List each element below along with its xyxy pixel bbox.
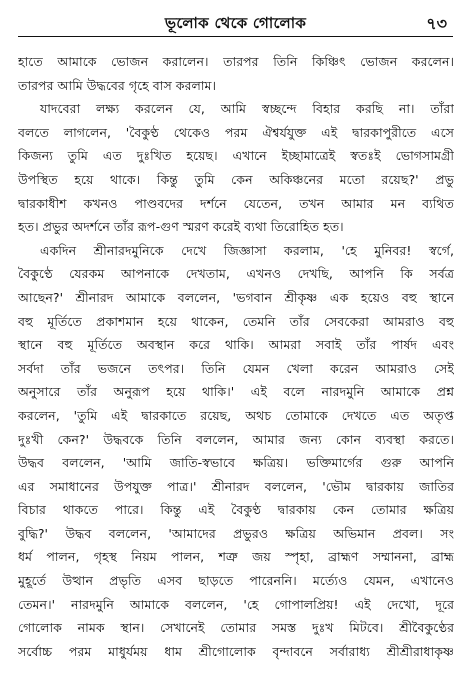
text-line: মুহূর্তে উত্থান প্রভৃতি এসব ছাড়তে পারেননি। মর্ত্যেও যেমন, এখানেও [18, 573, 454, 589]
text-line: স্থানে বহু মূর্তিতে অবস্থান করে থাকি। আমরা সবাই তাঁর পার্ষদ এবং [18, 337, 454, 353]
text-line: হত। প্রভুর অদর্শনে তাঁর রূপ-গুণ স্মরণ করেই ব্যথা তিরোহিত হত। [18, 219, 344, 235]
text-line: দ্বারকাধীশ কখনও পাণ্ডবদের দর্শনে যেতেন, তখন আমার মন ব্যথিত [18, 195, 454, 211]
page-number: ৭৩ [426, 14, 447, 33]
text-line: আছেন?' শ্রীনারদ আমাকে বললেন, 'ভগবান শ্রীকৃষ্ণ এক হয়েও বহু স্থানে [18, 289, 454, 305]
text-line: একদিন শ্রীনারদমুনিকে দেখে জিজ্ঞাসা করলাম, 'হে মুনিবর! স্বর্গে, [40, 242, 454, 258]
text-line: বলতে লাগলেন, 'বৈকুণ্ঠ থেকেও পরম ঐশ্বর্যযুক্ত এই দ্বারকাপুরীতে এসে [18, 124, 454, 140]
body-text [18, 50, 454, 663]
text-line: দুঃখী কেন?' উদ্ধবকে তিনি বললেন, আমার জন্য কোন ব্যবস্থা করতে। [18, 431, 454, 447]
text-line: সর্বদা তাঁর ভজনে তৎপর। তিনি যেমন খেলা করেন আমরাও সেই [18, 360, 454, 376]
text-line: ধর্ম পালন, গৃহস্থ নিয়ম পালন, শত্রু জয় স্পৃহা, ব্রাহ্মণ সম্মাননা, ব্রাহ্ম [18, 549, 454, 565]
text-line: বিচার থাকতে পারে। কিন্তু এই বৈকুণ্ঠ দ্বারকায় কেন তোমার ক্ষত্রিয় [18, 502, 454, 518]
text-line: এর সমাধানের উপযুক্ত পাত্র।' শ্রীনারদ বললেন, 'ভৌম দ্বারকায় জাতির [18, 478, 454, 494]
text-line: বহু মূর্তিতে প্রকাশমান হয়ে থাকেন, তেমনি তাঁর সেবকেরা আমরাও বহু [18, 313, 454, 329]
text-line: হাতে আমাকে ভোজন করালেন। তারপর তিনি কিঞ্চিৎ ভোজন করলেন। [18, 54, 454, 69]
text-line: অনুসারে তাঁর অনুরূপ হয়ে থাকি।' এই বলে নারদমুনি আমাকে প্রশ্ন [18, 384, 454, 400]
text-line: তারপর আমি উদ্ধবের গৃহে বাস করলাম। [18, 77, 217, 93]
text-line: উদ্ধব বললেন, 'আমি জাতি-স্বভাবে ক্ষত্রিয়। ভক্তিমার্গের গুরু আপনি [18, 455, 454, 471]
text-line: বুদ্ধি?' উদ্ধব বললেন, 'আমাদের প্রভুরও ক্ষত্রিয় অভিমান প্রবল। সং [18, 525, 454, 541]
text-line: করলেন, 'তুমি এই দ্বারকাতে রয়েছ, অথচ তোমাকে দেখতে এত অতৃপ্ত [18, 407, 454, 423]
running-title: ভূলোক থেকে গোলোক [164, 14, 307, 32]
text-line: তেমন।' নারদমুনি আমাকে বললেন, 'হে গোপালপ্রিয়! এই দেখো, দূরে [18, 596, 454, 612]
text-line: যাদবেরা লক্ষ্য করলেন যে, আমি স্বচ্ছন্দে বিহার করছি না। তাঁরা [40, 101, 454, 117]
page-header [18, 10, 453, 37]
text-line: কিজন্য তুমি এত দুঃখিত হয়েছ। এখানে ইচ্ছামাত্রেই স্বতঃই ভোগসামগ্রী [18, 148, 454, 164]
text-line: বৈকুণ্ঠে যেরকম আপনাকে দেখতাম, এখনও দেখছি, আপনি কি সর্বত্র [18, 266, 454, 282]
text-line: গোলোক নামক স্থান। সেখানেই তোমার সমস্ত দুঃখ মিটবে। শ্রীবৈকুণ্ঠের [18, 620, 454, 636]
text-line: সর্বোচ্চ পরম মাধুর্যময় ধাম শ্রীগোলোক বৃন্দাবনে সর্বারাধ্য শ্রীশ্রীরাধাকৃষ্ণ [18, 643, 454, 659]
text-line: উপস্থিত হয়ে থাকে। কিন্তু তুমি কেন অকিঞ্চনের মতো রয়েছ?' প্রভু [18, 171, 454, 187]
